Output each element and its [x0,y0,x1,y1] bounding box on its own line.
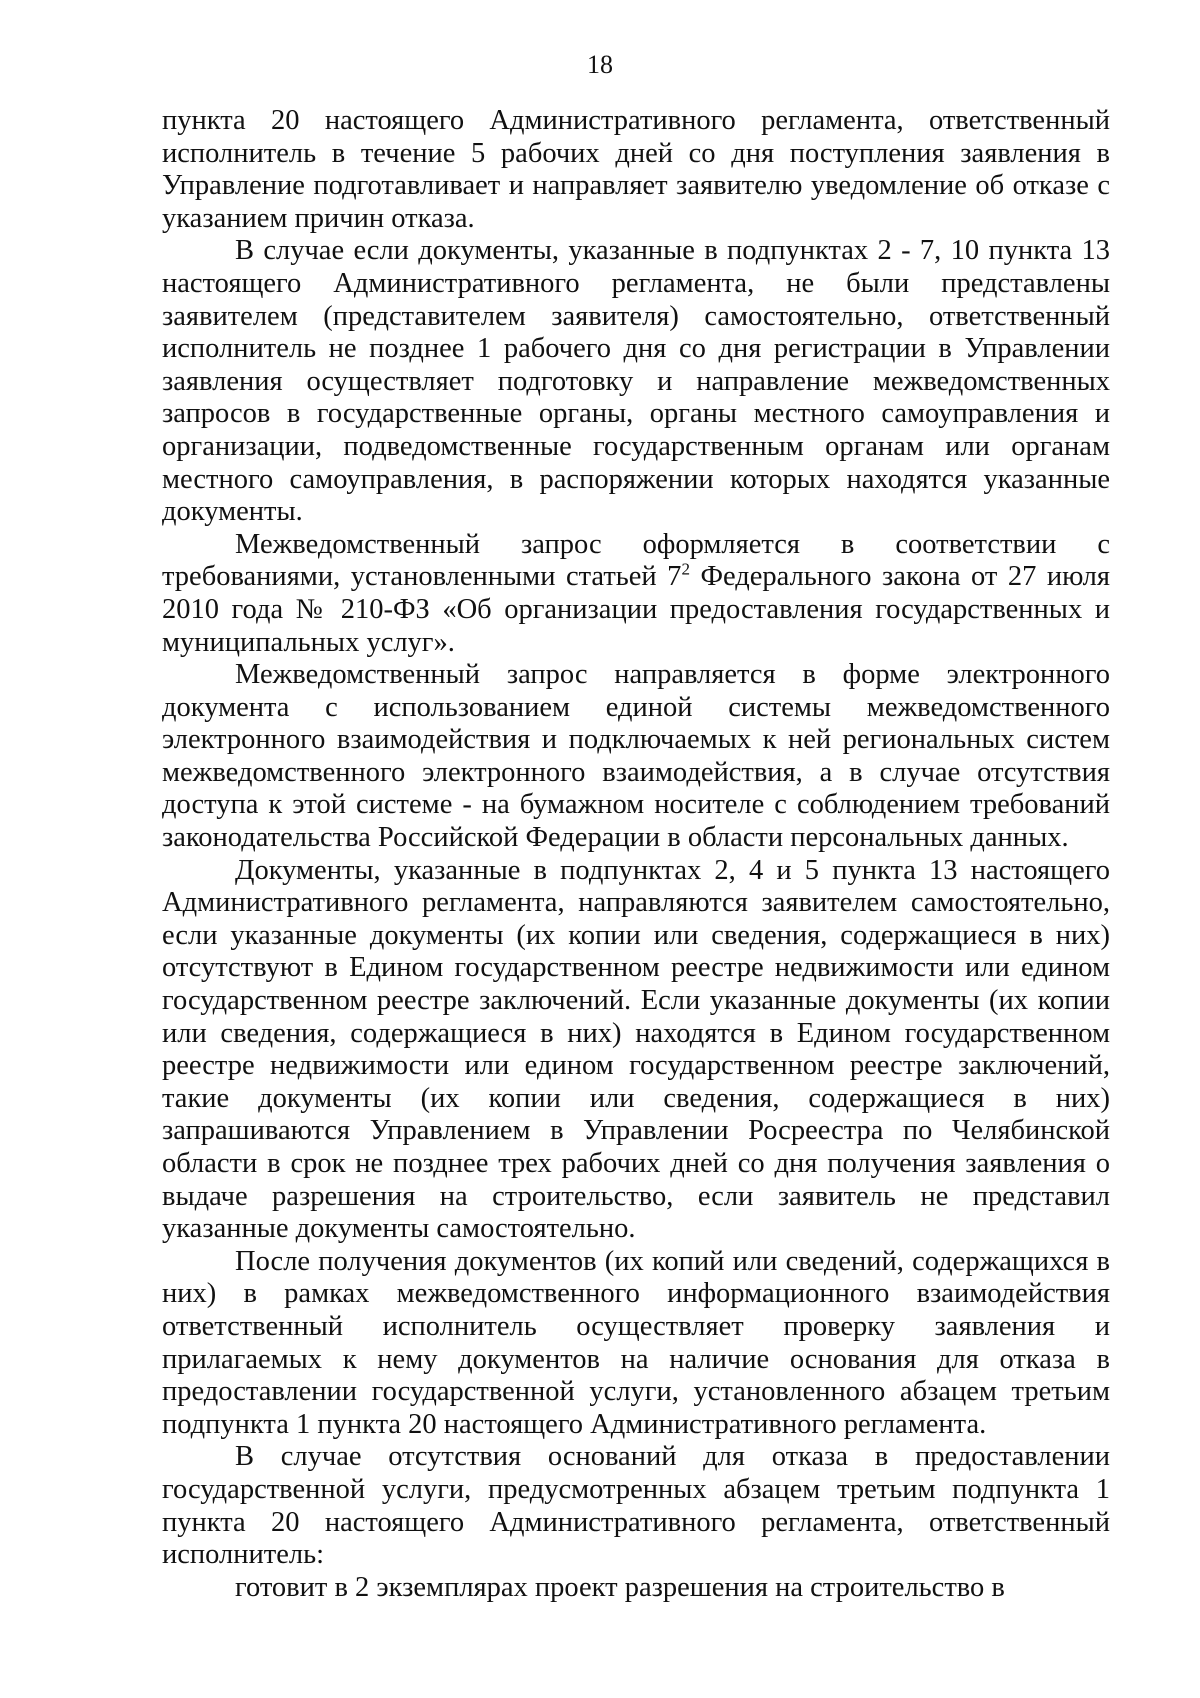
paragraph-after-receipt: После получения документов (их копий или сведений, содержащихся в них) в рамках межведомственного информационного взаимодействия ответственный исполнитель осуществляет проверку заявления и прилагаемых к нему документов на наличие основания для отказа в предоставлении государственной услуги, установленного абзацем третьим подпункта 1 пункта 20 настоящего Административного регламента. [162,1245,1110,1440]
article-superscript: 2 [681,559,690,579]
paragraph-request-form-text-after: Федерального закона от 27 июля 2010 года № 210-ФЗ «Об организации предоставления государственных и муниципальных услуг». [162,561,1110,658]
document-body [162,105,1110,1604]
paragraph-continuation: пункта 20 настоящего Административного регламента, ответственный исполнитель в течение 5 рабочих дней со дня поступления заявления в Управление подготавливает и направляет заявителю уведомление об отказе с указанием причин отказа. [162,105,1110,234]
paragraph-electronic-request: Межведомственный запрос направляется в форме электронного документа с использованием единой системы межведомственного электронного взаимодействия и подключаемых к ней региональных систем межведомственного электронного взаимодействия, а в случае отсутствия доступа к этой системе - на бумажном носителе с соблюдением требований законодательства Российской Федерации в области персональных данных. [162,659,1110,854]
paragraph-prepares-draft: готовит в 2 экземплярах проект разрешения на строительство в [235,1571,1005,1603]
paragraph-documents-registry: Документы, указанные в подпунктах 2, 4 и 5 пункта 13 настоящего Административного регламента, направляются заявителем самостоятельно, если указанные документы (их копии или сведения, содержащиеся в них) отсутствуют в Едином государственном реестре недвижимости или едином государственном реестре заключений. Если указанные документы (их копии или сведения, содержащиеся в них) находятся в Едином государственном реестре недвижимости или едином государственном реестре заключений, такие документы (их копии или сведения, содержащиеся в них) запрашиваются Управлением в Управлении Росреестра по Челябинской области в срок не позднее трех рабочих дней со дня получения заявления о выдаче разрешения на строительство, если заявитель не представил указанные документы самостоятельно. [162,854,1110,1245]
paragraph-request-form-text-before: Межведомственный запрос оформляется в соответствии с требованиями, установленными статьей 7 [162,528,1110,593]
paragraph-interagency-requests: В случае если документы, указанные в подпунктах 2 - 7, 10 пункта 13 настоящего Административного регламента, не были представлены заявителем (представителем заявителя) самостоятельно, ответственный исполнитель не позднее 1 рабочего дня со дня регистрации в Управлении заявления осуществляет подготовку и направление межведомственных запросов в государственные органы, органы местного самоуправления и организации, подведомственные государственным органам или органам местного самоуправления, в распоряжении которых находятся указанные документы. [162,235,1110,528]
paragraph-request-form [162,529,1110,659]
paragraph-no-grounds: В случае отсутствия оснований для отказа в предоставлении государственной услуги, предусмотренных абзацем третьим подпункта 1 пункта 20 настоящего Административного регламента, ответственный исполнитель: [162,1441,1110,1571]
page-number: 18 [587,50,613,79]
